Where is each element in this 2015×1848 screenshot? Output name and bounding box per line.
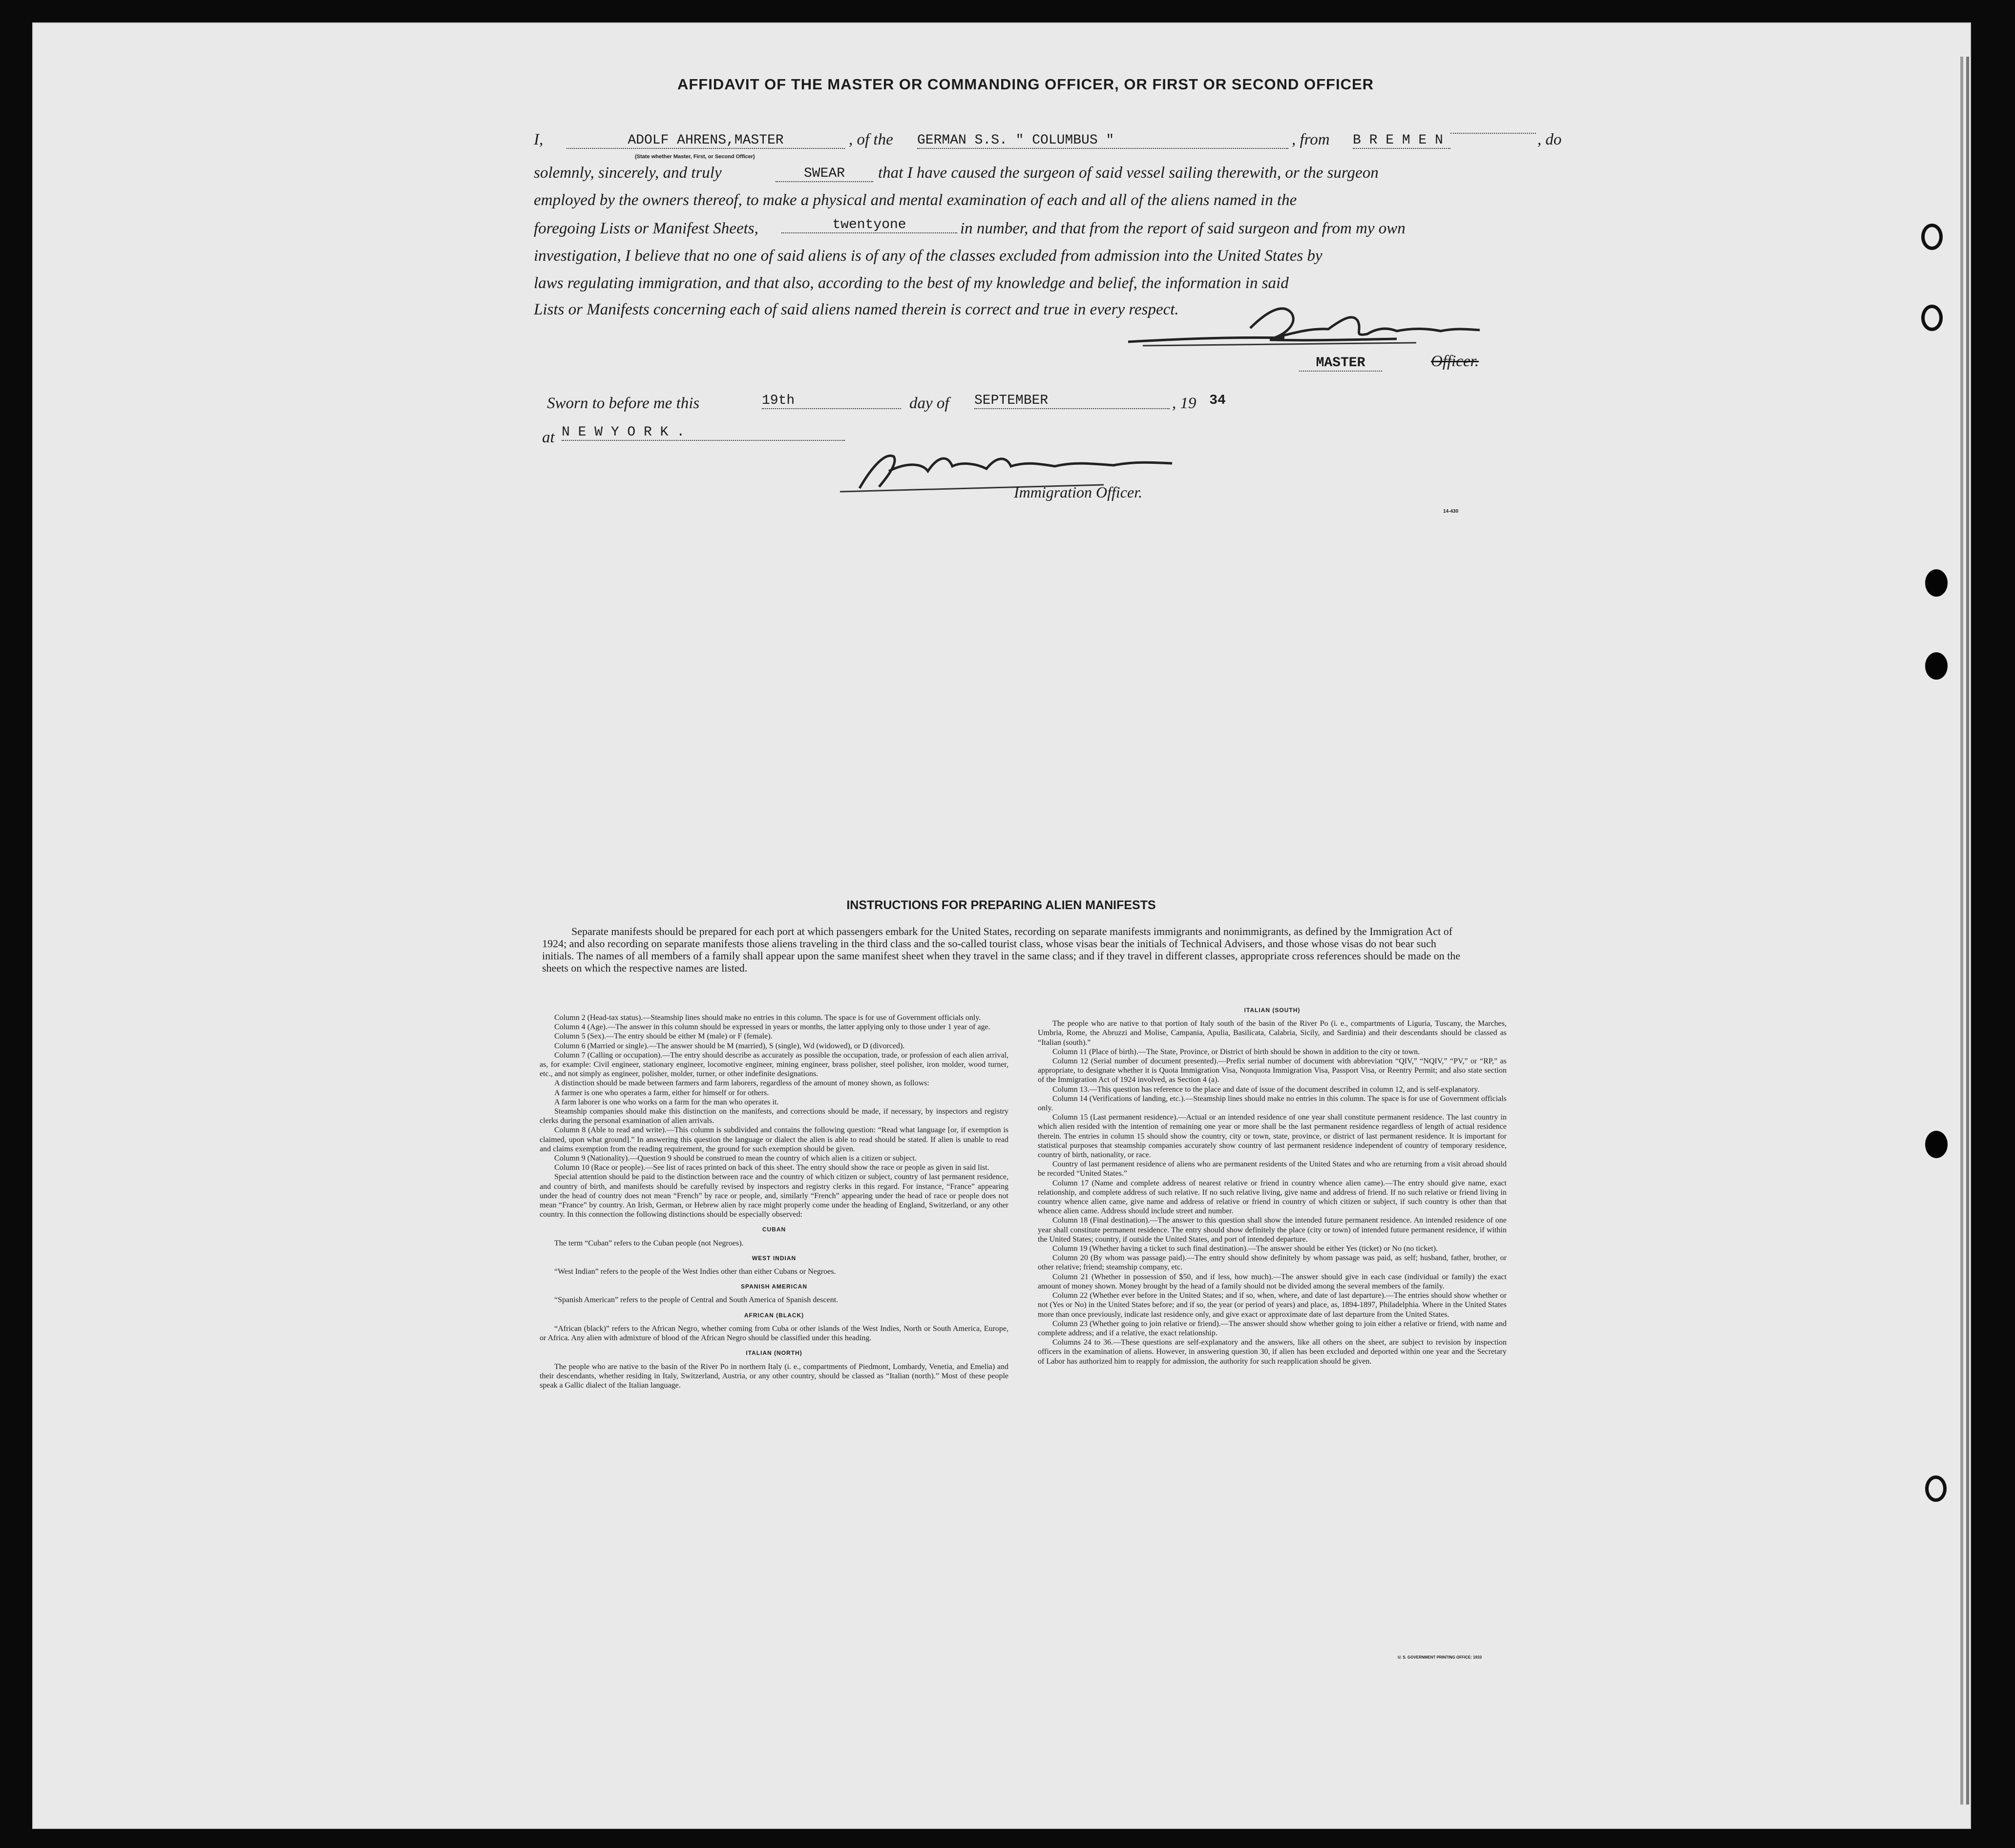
instruction-paragraph: Column 20 (By whom was passage paid).—The entry should show definitely by whom passage was paid, as self; husband, father, brother, or other relative; friend; steamship company, etc. bbox=[1038, 1254, 1507, 1272]
instruction-paragraph: Column 14 (Verifications of landing, etc.).—Steamship lines should make no entries in this column. The space is for use of Government officials only. bbox=[1038, 1094, 1507, 1113]
binder-hole bbox=[1925, 652, 1948, 680]
instruction-paragraph: “West Indian” refers to the people of the West Indies other than either Cubans or Negroes. bbox=[554, 1267, 836, 1276]
text: , do bbox=[1537, 131, 1562, 148]
blank bbox=[1450, 133, 1536, 134]
affidavit-line-6: laws regulating immigration, and that also, according to the best of my knowledge and belief, the information in said bbox=[534, 274, 1289, 292]
form-number: 14-430 bbox=[1443, 509, 1459, 514]
instruction-paragraph: A farm laborer is one who works on a farm for the man who operates it. bbox=[554, 1098, 779, 1106]
text: that I have caused the surgeon of said vessel sailing therewith, or the surgeon bbox=[878, 164, 1379, 182]
affidavit-title: AFFIDAVIT OF THE MASTER OR COMMANDING OFFICER, OR FIRST OR SECOND OFFICER bbox=[677, 76, 1374, 93]
section-heading: CUBAN bbox=[762, 1226, 786, 1233]
text: , of the bbox=[849, 131, 893, 148]
instruction-paragraph: The people who are native to the basin of the River Po in northern Italy (i. e., compartments of Piedmont, Lombardy, Venetia, and Emelia) and their descendants, whether residing in Italy, Switzerland, Austria, or any other country, should be classed as “Italian (north).” Most of these people speak a Gallic dialect of the Italian language. bbox=[540, 1362, 1008, 1390]
officer-label: Officer. bbox=[1431, 353, 1479, 370]
day-of-label: day of bbox=[909, 395, 949, 412]
text: solemnly, sincerely, and truly bbox=[534, 164, 722, 182]
affidavit-line-3: employed by the owners thereof, to make a physical and mental examination of each and all of the aliens named in the bbox=[534, 191, 1297, 209]
instruction-paragraph: Column 18 (Final destination).—The answer to this question shall show the intended future permanent residence. An intended residence of one year shall constitute permanent residence. The entry should show definitely the place (city or town) of intended future permanent residence, if within the United States; country, if outside the United States, and port of intended departure. bbox=[1038, 1216, 1507, 1244]
instruction-paragraph: Column 17 (Name and complete address of nearest relative or friend in country whence alien came).—The entry should give name, exact relationship, and complete address of such relative. If no such relative living, give name and address of friend. If no such relative or friend living in country whence alien came, give name and address of relative or friend in country of which citizen or subject, if such country is other than that whence alien came. Address should include street and number. bbox=[1038, 1179, 1507, 1216]
oath-field: SWEAR bbox=[776, 166, 873, 182]
instruction-paragraph: Steamship companies should make this distinction on the manifests, and corrections should be made, if necessary, by inspectors and registry clerks during the personal examination of alien arrivals. bbox=[540, 1107, 1008, 1125]
sworn-label: Sworn to before me this bbox=[547, 395, 700, 412]
day-field: 19th bbox=[762, 393, 901, 409]
section-heading: WEST INDIAN bbox=[752, 1254, 797, 1262]
instruction-paragraph: Column 7 (Calling or occupation).—The entry should describe as accurately as possible the occupation, trade, or profession of each alien arrival, as, for example: Civil engineer, stationary engineer, locomotive engineer, mining engineer, brass polisher, steel polisher, iron molder, wood turner, etc., and not simply as engineer, polisher, molder, turner, or other indefinite designations. bbox=[540, 1051, 1008, 1079]
instruction-paragraph: Special attention should be paid to the distinction between race and the country of which citizen or subject, country of last permanent residence, and country of birth, and manifests should be carefully revised by inspectors and registry clerks in this regard. For instance, “France” appearing under the head of country does not mean “French” by race or people, and, similarly “French” appearing under the head of race or people does not mean “France” by country. An Irish, German, or Hebrew alien by race might properly come under the heading of England, Switzerland, or any other country. In this connection the following distinctions should be especially observed: bbox=[540, 1173, 1008, 1219]
master-name-field: ADOLF AHRENS,MASTER bbox=[567, 133, 845, 149]
instructions-right-column bbox=[1038, 1006, 1507, 1366]
instruction-paragraph: Column 11 (Place of birth).—The State, Province, or District of birth should be shown in addition to the city or town. bbox=[1052, 1047, 1420, 1056]
instruction-paragraph: “African (black)” refers to the African Negro, whether coming from Cuba or other islands of the West Indies, North or South America, Europe, or Africa. Any alien with admixture of blood of the African Negro should be classified under this heading. bbox=[540, 1324, 1008, 1343]
immigration-officer-label: Immigration Officer. bbox=[1014, 483, 1143, 501]
instructions-title: INSTRUCTIONS FOR PREPARING ALIEN MANIFESTS bbox=[846, 898, 1156, 912]
instruction-paragraph: A farmer is one who operates a farm, either for himself or for others. bbox=[554, 1088, 769, 1097]
instruction-paragraph: Column 10 (Race or people).—See list of races printed on back of this sheet. The entry should show the race or people as given in said list. bbox=[554, 1163, 989, 1172]
instruction-paragraph: Column 15 (Last permanent residence).—Actual or an intended residence of one year shall constitute permanent residence. The last country in which alien resided with the intention of remaining one year or more shall be the last permanent residence regardless of length of actual residence therein. The entries in column 15 should show the country, city or town, state, province, or district of last permanent residence. It is important for statistical purposes that steamship companies accurately show country of last permanent residence independent of country of temporary residence, country of birth, nationality, or race. bbox=[1038, 1113, 1507, 1160]
binder-hole bbox=[1925, 1475, 1947, 1502]
rank-field: MASTER bbox=[1299, 355, 1382, 372]
at-label: at bbox=[542, 429, 555, 446]
instruction-paragraph: Column 19 (Whether having a ticket to such final destination).—The answer should be either Yes (ticket) or No (no ticket). bbox=[1052, 1245, 1438, 1253]
section-heading: ITALIAN (NORTH) bbox=[746, 1350, 802, 1357]
sheets-count-field: twentyone bbox=[781, 217, 957, 233]
state-note: (State whether Master, First, or Second Officer) bbox=[635, 154, 755, 160]
instruction-paragraph: Column 22 (Whether ever before in the United States; and if so, when, where, and date of last departure).—The entries should show whether or not (Yes or No) in the United States before; and if so, the year (or period of years) and place, as, 1894-1897, Philadelphia. Where in the United States more than once previously, indicate last residence only, and give exact or approximate date of last departure from the United States. bbox=[1038, 1291, 1507, 1319]
instructions-intro: Separate manifests should be prepared for each port at which passengers embark for the United States, recording on separate manifests immigrants and nonimmigrants, as defined by the Immigration Act of 1924; and also recording on separate manifests those aliens traveling in the third class and the so-called tourist class, whose visas bear the initials of Technical Advisers, and those whose visas do not bear such initials. The names of all members of a family shall appear upon the same manifest sheet when they travel in the same class; and if they travel in different classes, appropriate cross references should be made on the sheets on which the respective names are listed. bbox=[542, 925, 1461, 974]
instruction-paragraph: Column 5 (Sex).—The entry should be either M (male) or F (female). bbox=[554, 1032, 773, 1041]
master-signature bbox=[1123, 299, 1494, 353]
port-field: B R E M E N bbox=[1353, 133, 1450, 149]
instruction-paragraph: Column 23 (Whether going to join relative or friend).—The answer should show whether going to join either a relative or friend, with name and complete address; and if a relative, the exact relationship. bbox=[1038, 1319, 1507, 1337]
page-edge bbox=[1960, 57, 1963, 1805]
binder-hole bbox=[1925, 1131, 1948, 1158]
year-label: , 19 bbox=[1172, 395, 1196, 412]
ship-name-field: GERMAN S.S. " COLUMBUS " bbox=[917, 133, 1288, 149]
instruction-paragraph: Column 9 (Nationality).—Question 9 should be construed to mean the country of which alien is a citizen or subject. bbox=[554, 1154, 917, 1163]
printing-office-note: U. S. GOVERNMENT PRINTING OFFICE: 1933 bbox=[1398, 1655, 1482, 1660]
instruction-paragraph: Column 2 (Head-tax status).—Steamship lines should make no entries in this column. The space is for use of Government officials only. bbox=[554, 1014, 981, 1022]
binder-hole bbox=[1925, 569, 1948, 597]
instruction-paragraph: Country of last permanent residence of aliens who are permanent residents of the United States and who are returning from a visit abroad should be recorded “United States.” bbox=[1038, 1160, 1507, 1178]
instruction-paragraph: Column 21 (Whether in possession of $50, and if less, how much).—The answer should give in each case (individual or family) the exact amount of money shown. Money brought by the head of a family should not be divided among the several members of the family. bbox=[1038, 1272, 1507, 1290]
place-field: N E W Y O R K . bbox=[562, 425, 845, 441]
binder-hole bbox=[1921, 305, 1943, 331]
section-heading: AFRICAN (BLACK) bbox=[744, 1311, 804, 1319]
section-heading: ITALIAN (SOUTH) bbox=[1244, 1007, 1301, 1014]
instruction-paragraph: Column 12 (Serial number of document presented).—Prefix serial number of document with abbreviation “QIV,” “NQIV,” “PV,” or “RP,” as appropriate, to designate whether it is Quota Immigration Visa, Nonquota Immigration Visa, Passport Visa, or Reentry Permit; and also state section of the Immigration Act of 1924 involved, as Section 4 (a). bbox=[1038, 1057, 1507, 1084]
instruction-paragraph: Column 8 (Able to read and write).—This column is subdivided and contains the following question: “Read what language [or, if exemption is claimed, upon what ground].” In answering this question the language or dialect the alien is able to read should be stated. If alien is unable to read and claims exemption from the reading requirement, the ground for such exemption should be given. bbox=[540, 1126, 1008, 1153]
instruction-paragraph: Column 13.—This question has reference to the place and date of issue of the document described in column 12, and is self-explanatory. bbox=[1052, 1085, 1480, 1094]
instruction-paragraph: Column 6 (Married or single).—The answer should be M (married), S (single), Wd (widowed), or D (divorced). bbox=[554, 1041, 905, 1050]
section-heading: SPANISH AMERICAN bbox=[740, 1283, 807, 1290]
text: foregoing Lists or Manifest Sheets, bbox=[534, 220, 758, 237]
instruction-paragraph: The term “Cuban” refers to the Cuban people (not Negroes). bbox=[554, 1239, 744, 1247]
year-field: 34 bbox=[1209, 393, 1226, 408]
instruction-paragraph: Column 4 (Age).—The answer in this column should be expressed in years or months, the latter applying only to those under 1 year of age. bbox=[554, 1023, 990, 1032]
instruction-paragraph: A distinction should be made between farmers and farm laborers, regardless of the amount of money shown, as follows: bbox=[554, 1079, 929, 1088]
page-edge bbox=[1966, 57, 1969, 1805]
instruction-paragraph: The people who are native to that portion of Italy south of the basin of the River Po (i. e., compartments of Liguria, Tuscany, the Marches, Umbria, Rome, the Abruzzi and Molise, Campania, Apulia, Basilicata, Calabria, Sicily, and Sardinia) and their descendants should be classed as “Italian (south).” bbox=[1038, 1019, 1507, 1047]
instructions-left-column bbox=[540, 1013, 1008, 1390]
affidavit-line-7: Lists or Manifests concerning each of said aliens named therein is correct and true in every respect. bbox=[534, 301, 1179, 318]
affidavit-line-5: investigation, I believe that no one of said aliens is of any of the classes excluded from admission into the United States by bbox=[534, 247, 1322, 265]
month-field: SEPTEMBER bbox=[974, 393, 1170, 409]
instruction-paragraph: “Spanish American” refers to the people of Central and South America of Spanish descent. bbox=[554, 1296, 839, 1305]
text: , from bbox=[1292, 131, 1330, 148]
text: I, bbox=[534, 131, 544, 148]
text: in number, and that from the report of said surgeon and from my own bbox=[960, 220, 1406, 237]
instruction-paragraph: Columns 24 to 36.—These questions are self-explanatory and the answers, like all others on the sheet, are subject to revision by inspection officers in the examination of aliens. However, in answering question 30, if alien has been excluded and deported within one year and the Secretary of Labor has authorized him to reapply for admission, the authority for such reapplication should be given. bbox=[1038, 1338, 1507, 1366]
